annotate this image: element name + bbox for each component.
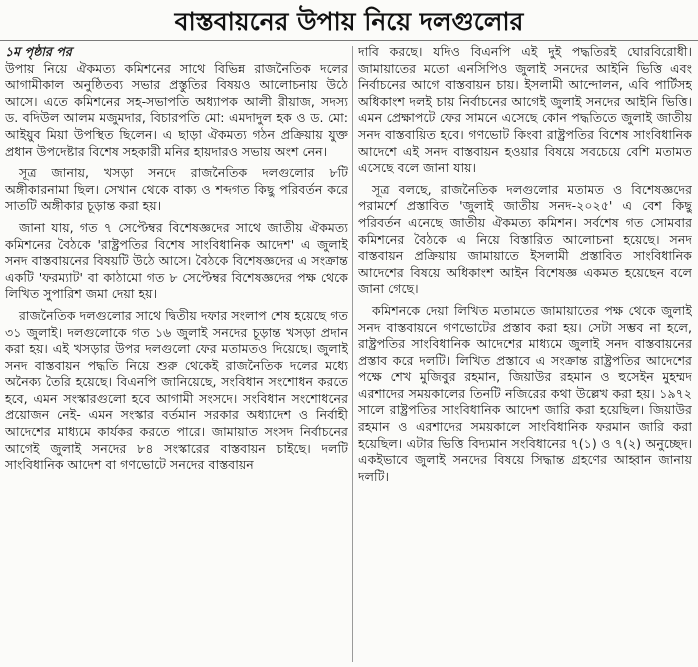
article-paragraph xyxy=(5,44,348,160)
article-paragraph: সূত্র জানায়, খসড়া সনদে রাজনৈতিক দলগুলোর ৮টি অঙ্গীকারনামা ছিল। সেখান থেকে বাক্য ও শব্দগত কিছু পরিবর্তন করে সাতটি অঙ্গীকার চূড়ান্ত করা হয়। xyxy=(5,165,348,214)
article-column-left xyxy=(5,44,348,664)
article-column-right xyxy=(358,44,692,664)
paragraph-text: উপায় নিয়ে ঐকমত্য কমিশনের সাথে বিভিন্ন রাজনৈতিক দলের আগামীকাল অনুষ্ঠিতব্য সভার প্রস্তুতির বিষয়ও আলোচনায় উঠে আসে। এতে কমিশনের সহ-সভাপতি অধ্যাপক আলী রীয়াজ, সদস্য ড. বদিউল আলম মজুমদার, বিচারপতি মো: এমদাদুল হক ও ড. মো: আইয়ুব মিয়া উপস্থিত ছিলেন। এ ছাড়া ঐকমত্য গঠন প্রক্রিয়ায় যুক্ত প্রধান উপদেষ্টার বিশেষ সহকারী মনির হায়দারও সভায় অংশ নেন। xyxy=(5,60,348,159)
article-paragraph: জানা যায়, গত ৭ সেপ্টেম্বর বিশেষজ্ঞদের সাথে জাতীয় ঐকমত্য কমিশনের বৈঠকে 'রাষ্ট্রপতির বিশেষ সাংবিধানিক আদেশ' এ জুলাই সনদ বাস্তবায়নের বিষয়টি উঠে আসে। বৈঠকে বিশেষজ্ঞদের এ সংক্রান্ত একটি 'ফরম্যাট' বা কাঠামো গত ৮ সেপ্টেম্বর বিশেষজ্ঞদের পক্ষ থেকে লিখিত সুপারিশ জমা দেয়া হয়। xyxy=(5,219,348,302)
continuation-label: ১ম পৃষ্ঠার পর xyxy=(5,44,72,59)
article-headline: বাস্তবায়নের উপায় নিয়ে দলগুলোর xyxy=(174,7,524,36)
article-paragraph: সূত্র বলছে, রাজনৈতিক দলগুলোর মতামত ও বিশেষজ্ঞদের পরামর্শে প্রস্তাবিত 'জুলাই জাতীয় সনদ-২০২৫' এ বেশ কিছু পরিবর্তন এনেছে জাতীয় ঐকমত্য কমিশন। সর্বশেষ গত সোমবার কমিশনের বৈঠকে এ নিয়ে বিস্তারিত আলোচনা হয়েছে। সনদ বাস্তবায়ন প্রক্রিয়ায় জামায়াতে ইসলামী প্রস্তাবিত সাংবিধানিক আদেশের বিষয়ে অধিকাংশ আইন বিশেষজ্ঞ একমত হয়েছেন বলে জানা গেছে। xyxy=(358,181,692,297)
article-paragraph: রাজনৈতিক দলগুলোর সাথে দ্বিতীয় দফার সংলাপ শেষ হয়েছে গত ৩১ জুলাই। দলগুলোকে গত ১৬ জুলাই সনদের চূড়ান্ত খসড়া প্রদান করা হয়। এই খসড়ার উপর দলগুলো ফের মতামতও দিয়েছে। জুলাই সনদ বাস্তবায়ন পদ্ধতি নিয়ে শুরু থেকেই রাজনৈতিক দলের মধ্যে অনৈক্য তৈরি হয়েছে। বিএনপি জানিয়েছে, সংবিধান সংশোধন করতে হবে, এমন সংস্কারগুলো হবে আগামী সংসদে। সংবিধান সংশোধনের প্রয়োজন নেই- এমন সংস্কার বর্তমান সরকার অধ্যাদেশ ও নির্বাহী আদেশের মাধ্যমে কার্যকর করতে পারে। জামায়াত সংসদ নির্বাচনের আগেই জুলাই সনদের ৮৪ সংস্কারের বাস্তবায়ন চাইছে। দলটি সাংবিধানিক আদেশ বা গণভোটে সনদের বাস্তবায়ন xyxy=(5,307,348,473)
article-paragraph: কমিশনকে দেয়া লিখিত মতামতে জামায়াতের পক্ষ থেকে জুলাই সনদ বাস্তবায়নে গণভোটের প্রস্তাব করা হয়। সেটা সম্ভব না হলে, রাষ্ট্রপতির সাংবিধানিক আদেশের মাধ্যমে জুলাই সনদ বাস্তবায়নের প্রস্তাব করে দলটি। লিখিত প্রস্তাবে এ সংক্রান্ত রাষ্ট্রপতির আদেশের পক্ষে শেখ মুজিবুর রহমান, জিয়াউর রহমান ও হুসেইন মুহম্মদ এরশাদের সময়কালের তিনটি নজিরের কথা উল্লেখ করা হয়। ১৯৭২ সালে রাষ্ট্রপতির সাংবিধানিক আদেশ জারি করা হয়েছিল। জিয়াউর রহমান ও এরশাদের সময়কালে সাংবিধানিক ফরমান জারি করা হয়েছিল। এটার ভিত্তি বিদ্যমান সংবিধানের ৭(১) ও ৭(২) অনুচ্ছেদ। একইভাবে জুলাই সনদের বিষয়ে সিদ্ধান্ত গ্রহণের আহ্বান জানায় দলটি। xyxy=(358,302,692,484)
headline-rule xyxy=(0,40,698,41)
column-divider xyxy=(352,46,353,662)
article-paragraph: দাবি করছে। যদিও বিএনপি এই দুই পদ্ধতিরই ঘোরবিরোধী। জামায়াতের মতো এনসিপিও জুলাই সনদের আইনি ভিত্তি এবং নির্বাচনের আগে বাস্তবায়ন চায়। ইসলামী আন্দোলন, এবি পার্টিসহ অধিকাংশ দলই চায় নির্বাচনের আগেই জুলাই সনদের আইনি ভিত্তি। এমন প্রেক্ষাপটে ফের সামনে এসেছে কোন পদ্ধতিতে জুলাই জাতীয় সনদ বাস্তবায়িত হবে। গণভোট কিংবা রাষ্ট্রপতির বিশেষ সাংবিধানিক আদেশে এই সনদ বাস্তবায়ন হওয়ার বিষয়ে সবচেয়ে বেশি মতামত এসেছে বলে জানা যায়। xyxy=(358,44,692,176)
